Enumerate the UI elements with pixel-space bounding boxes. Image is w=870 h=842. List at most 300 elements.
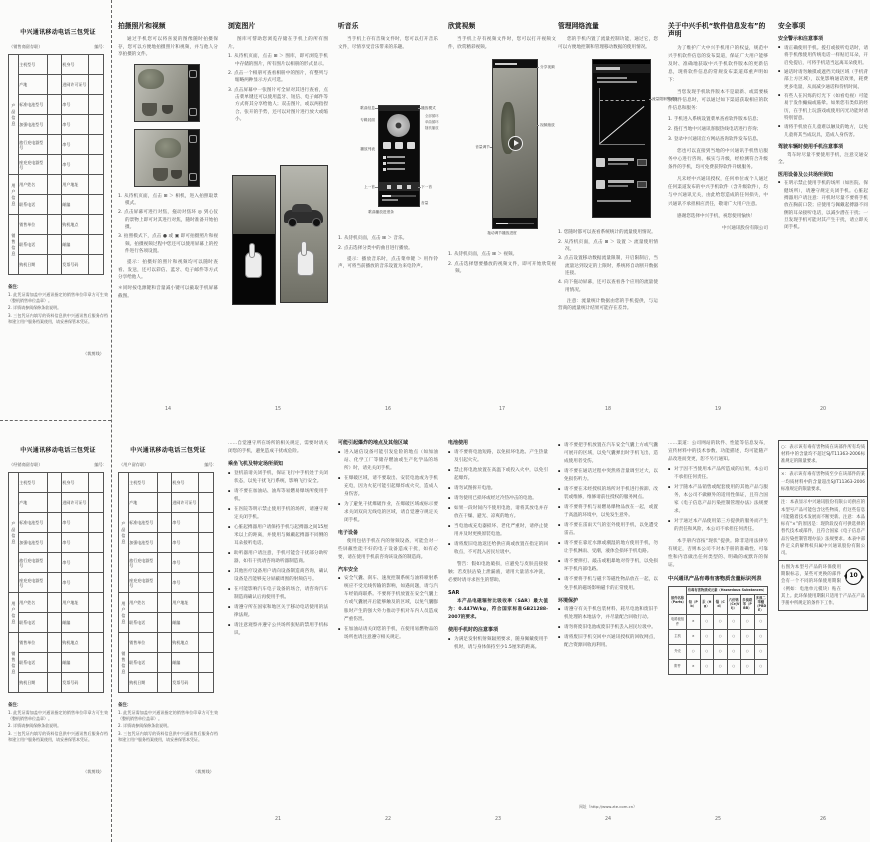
field-label: 旅行充电器型号 — [128, 553, 157, 573]
callout-repeat-all: 全部循环 — [425, 114, 439, 119]
page-18-data-usage — [558, 22, 678, 412]
bullet-item: ▪ 通话时请勿触摸或遮挡天线区域（手机背部上方区域），以免影响通话效果，耗费更多电量，从而减少通话和待机时间。 — [778, 69, 868, 91]
gallery-fullscreen-screenshot — [232, 175, 276, 305]
bullet-item: ▪ 对于随本产品销售或配套使用的其他产品与服务，本公司不做额外的适用性保证，且符合国家《电子信息产品污染控制管理办法》法规要求。 — [668, 484, 768, 516]
bullet-item: ▪ 请不要在靠近水源或潮湿的地方使用手机，勿让手机淋雨、受潮，液体会损坏手机电路。 — [558, 540, 658, 556]
continuation-paragraph: ……自觉遵守所在场所的相关规定，需要时请关闭您的手机，避免造成干扰或危险。 — [228, 441, 328, 455]
warranty-group-product: 产品信息 — [9, 473, 19, 593]
warranty-notes-title: 备注： — [8, 703, 22, 708]
data-usage-figure — [558, 59, 678, 223]
numbered-step: 2. 点击选择想要播放的视频文件，即可开始欣赏视频。 — [448, 261, 556, 274]
field-label: 串号 — [61, 573, 88, 593]
field-label: 邮编 — [171, 653, 198, 673]
thanks-line: 感谢您选择中兴手机，祝您使用愉快！ — [677, 213, 756, 219]
bullet-item: ▪ 心脏起搏器用户请保持手机与起搏器之间15厘米以上的距离，并使用与佩戴起搏器不同侧的耳朵接听电话。 — [228, 524, 328, 548]
paragraph: 您也可以直接到当地的中兴通讯手机售后服务中心进行咨询、核实与升级，经检测符合升级条件的手机，均可免费获得软件升级服务。 — [668, 149, 768, 171]
field-label: 加强电池型号 — [128, 533, 157, 553]
warranty-copy-label: （销售商留存联） — [9, 44, 43, 49]
camera-viewfinder-screenshot-2 — [134, 129, 200, 187]
continuation-paragraph: ……渠道：公司网站的软件、性能等信息发布，宣传材料中的技术参数、功能描述，均可能随产品改进而变更，恕不另行通知。 — [668, 441, 768, 463]
page-title: 关于中兴手机“软件信息发布”的声明 — [668, 22, 766, 39]
bullet-item: ▪ 请不要摔打、敲击或粗暴地对待手机，以免损坏手机内部电路。 — [558, 558, 658, 574]
page-title: 听音乐 — [338, 22, 359, 30]
warranty-group-product: 产品信息 — [119, 473, 129, 593]
warranty-note: 1. 此凭证需加盖中兴通讯指定的销售单位印章方可生效（整机销售单位盖章）。 — [118, 709, 218, 721]
previous-icon — [387, 185, 391, 189]
field-label: 发票号码 — [61, 673, 88, 693]
numbered-step: 2. 点击屏幕可进行对焦，拖动对焦环 ◎ 到心仪的景物上即可对其进行对焦，随时准备开始拍摄。 — [118, 210, 218, 230]
field-label: 购机日期 — [18, 255, 47, 275]
paragraph: 为了维护广大中兴手机用户的权益，规范中兴手机软件信息的发布渠道，保证广大用户能够及时、准确地获取中兴手机软件版本的更新信息，现将软件信息的常规发布渠道郑重声明如下： — [668, 45, 768, 84]
callout-previous: 上一首 — [363, 185, 375, 190]
intro-paragraph: 您的手机内置了流量控制功能，通过它，您可以方便地控制和管理移动数据的使用情况。 — [558, 37, 658, 50]
bullet-item: ▪ 请不要把手机放置在汽车安全气囊上方或气囊可展开的区域，以免气囊弹出时手机飞出，造成使用者受伤。 — [558, 442, 658, 466]
numbered-step: 1. 从待机页面，点击 ⊞ ＞ 图库，即可浏览手机中存储的图片，所有图片以相册的形式显示。 — [228, 54, 328, 67]
field-label: 主机型号 — [18, 55, 47, 75]
section-heading: 环境保护 — [558, 597, 579, 604]
field-label: 串号 — [61, 95, 88, 115]
numbered-item: 3. 登录中兴通讯官方网站查询软件发布信息。 — [668, 137, 762, 143]
app-usage-row — [596, 156, 647, 169]
page-24-usage-precautions — [558, 440, 658, 822]
numbered-step: 1. 从待机页面，点击 ⊞ ＞ 视频。 — [448, 252, 518, 258]
page-number: 18 — [604, 407, 612, 412]
next-icon — [407, 185, 411, 189]
bullet-item: ▪ 进入通信设备可能引发危险的地点（如加油站、化学工厂等储存燃油或生产化学品的场所）时，请先关闭手机。 — [338, 449, 438, 473]
page-title: 安全事项 — [778, 22, 806, 30]
field-label: 串号 — [171, 513, 198, 533]
bullet-item: ▪ 请将废旧电池返还给供应商或放置在指定的回收点，不可混入居民垃圾中。 — [448, 541, 548, 557]
callout-progress: 拖动调节播放进度 — [487, 231, 517, 236]
numbered-step: 3. 点击屏幕中一张图片可全屏对其进行查看，点击菜单键还可以使用蓝牙、短信、电子邮件等方式将其分享给他人；双击图片，或以两指捏合、张开的手势，还可以对图片进行放大或缩小。 — [228, 87, 328, 122]
bullet-item: ▪ 有些人在闪烁的灯光下（如看电视）可能易于发作癫痫或眩晕。如果您有类似的经历，在手机上玩游戏或使用闪光功能时请特别留意。 — [778, 93, 868, 122]
cut-line-vertical — [111, 0, 112, 842]
field-label: 用户姓名 — [128, 593, 157, 613]
section-heading: 医用设备及公共场所须知 — [778, 171, 834, 178]
rohs-table — [668, 586, 768, 674]
field-label: 标准电池型号 — [18, 95, 47, 115]
gesture-figure — [228, 165, 328, 315]
page-number: 24 — [604, 817, 612, 822]
field-label: 座充充电器型号 — [128, 573, 157, 593]
rohs-parts-header: 部件名称（Parts） — [669, 587, 687, 614]
field-label: 购机地点 — [61, 633, 88, 653]
field-label: 主机型号 — [128, 473, 157, 493]
field-label: 旅行充电器型号 — [18, 553, 47, 573]
rohs-col: 汞（Hg） — [700, 594, 714, 614]
callout-album-art: 专辑封面 — [360, 118, 375, 123]
bullet-item: ▪ 对于因不当使用本产品所造成的后果，本公司不承担任何责任。 — [668, 466, 768, 482]
warranty-note: 2. 详情请参阅保修条款说明。 — [118, 723, 172, 729]
numbered-step: 1. 从待机页面，点击 ⊞ ＞ 音乐。 — [338, 236, 408, 242]
page-14-camera — [118, 22, 218, 412]
page-number: 17 — [498, 407, 506, 412]
rohs-row: 电路板组件 × ○ ○ ○ ○ ○ — [669, 614, 768, 629]
bullet-item: ▪ 请将手机放在儿童难以触及的地方，以免儿童将其当成玩具，造成人身伤害。 — [778, 124, 868, 139]
paragraph: 当您发现手机软件版本不是最新、或需要核实软件信息时，可以通过如下渠道获取相应的软件信息和服务： — [668, 90, 768, 112]
page-number: 16 — [384, 407, 392, 412]
note-paragraph: 注意：流量统计数据由您的手机提供，与运营商的流量统计结果可能存在差异。 — [558, 298, 658, 312]
page-number: 20 — [819, 407, 827, 412]
warranty-group-user: 用户信息 — [119, 593, 129, 633]
callout-volume: 音量 — [421, 201, 429, 206]
bullet-item: ▪ 对于通过本产品使用第三方提供的服务而产生的责任和风险，本公司不承担任何责任。 — [668, 518, 768, 534]
field-label: 串号 — [61, 155, 88, 175]
bullet-item: ▪ 请不要将电池短路，以免损坏电池、产生热量及引起火灾。 — [448, 449, 548, 465]
video-title-bar — [493, 60, 537, 68]
warranty-table — [118, 472, 214, 693]
warranty-number-label: 编号： — [94, 462, 107, 467]
field-label: 产地 — [18, 75, 47, 95]
callout-progress: 歌曲播放进度条 — [368, 210, 394, 215]
intro-paragraph: 图库可帮助您浏览存储在手机上的所有图片。 — [228, 37, 328, 50]
warranty-note: 1. 此凭证需加盖中兴通讯指定的销售单位印章方可生效（整机销售单位盖章）。 — [8, 709, 108, 721]
page-16-music — [338, 22, 438, 412]
field-label: 邮编 — [171, 613, 198, 633]
page-number: 26 — [819, 817, 827, 822]
legend-row: ○：表示该有毒有害物质在该部件所有均质材料中的含量均不超过SJ/T11363-2006标准规定的限量要求。 — [779, 441, 867, 469]
rohs-col: 六价铬（Cr(VI)） — [727, 594, 741, 614]
field-label: 座充充电器型号 — [18, 155, 47, 175]
bullet-item: ▪ 当电池或充电器损坏、老化严重时，请停止使用并及时更换原装电池。 — [448, 523, 548, 539]
numbered-item: 2. 拨打当地中兴通讯客服热线电话进行咨询； — [668, 127, 762, 133]
efup-10-years-icon: 10 — [845, 568, 862, 585]
field-label: 串号 — [171, 553, 198, 573]
rohs-col: 镉（Cd） — [714, 594, 728, 614]
field-label: 产地 — [128, 493, 157, 513]
numbered-step: 3. 拍照模式下，点击 ● 或 ▣ 即可拍摄照片和视频。拍摄视频过程中您还可以使用屏幕上的控件进行各项设置。 — [118, 234, 218, 254]
bullet-item: ▪ 请不要将手机与磁卡等磁性物品放在一起，以免手机的磁场影响磁卡的正常使用。 — [558, 576, 658, 592]
page-title: 管理网络流量 — [558, 22, 599, 30]
page-number: 25 — [714, 817, 722, 822]
bullet-item: ▪ 禁止将电池放置在高温下或投入火中，以免引起爆炸。 — [448, 467, 548, 483]
blank-cell — [47, 473, 61, 493]
warning-paragraph: 警告：假如电池破损，应避免与皮肤直接接触；若皮肤沾染上泄漏液，请用大量清水冲洗，必要时请寻求医生的帮助。 — [448, 561, 548, 583]
cut-line-label: （裁剪线） — [83, 769, 104, 775]
legend-row: ×：表示该有毒有害物质至少在该部件的某一均质材料中的含量超出SJ/T11363-2006标准规定的限量要求。 — [779, 469, 867, 497]
field-label: 机身号 — [171, 473, 198, 493]
warranty-group-seller: 销售信息 — [9, 215, 19, 275]
field-label: 串号 — [61, 135, 88, 155]
video-control-bar — [493, 218, 537, 228]
cut-line-label: （裁剪线） — [83, 351, 104, 357]
numbered-step: 4. 向下拖动屏幕，还可以查看各个应用的流量使用情况。 — [558, 280, 658, 293]
album-art-icon — [387, 114, 410, 137]
intro-paragraph: 当手机上存有视频文件时，您可以打开视频文件，欣赏精彩视频。 — [448, 37, 556, 50]
warranty-group-product: 产品信息 — [9, 55, 19, 175]
mode-icon — [189, 173, 197, 181]
bullet-item: ▪ 在可能影响汽车电子设备的场合，请咨询汽车制造商确认后再使用手机。 — [228, 586, 328, 602]
warranty-table — [8, 54, 104, 275]
warranty-note: 1. 此凭证需加盖中兴通讯指定的销售单位印章方可生效（整机销售单位盖章）。 — [8, 291, 108, 303]
footnote-line: ＊同时按电源键和音量减小键可以截取手机屏幕截图。 — [118, 286, 218, 299]
field-label: 加强电池型号 — [18, 533, 47, 553]
rohs-part-name: 电路板组件 — [669, 614, 687, 629]
app-usage-row — [596, 178, 647, 191]
field-label: 旅行充电器型号 — [18, 135, 47, 155]
warranty-note: 3. 三包凭证内填写的资料信息供中兴通讯售后服务存档和建立用户服务档案使用，请妥善保管本凭证。 — [8, 731, 108, 743]
page-warranty-dealer-copy — [8, 440, 108, 822]
section-heading: 驾驶车辆时使用手机注意事项 — [778, 144, 844, 151]
cut-line-label: （裁剪线） — [193, 769, 214, 775]
numbered-step: 2. 点击选择分类中的曲目进行播放。 — [338, 245, 413, 251]
rohs-legend-box — [778, 440, 868, 611]
section-heading: 安全警示和注意事项 — [778, 36, 824, 43]
rohs-part-name: 主机 — [669, 629, 687, 644]
field-label: 进网许可证号 — [171, 493, 198, 513]
warranty-note: 2. 详情请参阅保修条款说明。 — [8, 723, 62, 729]
field-label: 购机地点 — [61, 215, 88, 235]
field-label: 邮编 — [61, 613, 88, 633]
rohs-row: 外壳 ○ ○ ○ ○ ○ ○ — [669, 644, 768, 659]
page-title: 拍摄照片和视频 — [118, 22, 166, 30]
usage-chart — [599, 88, 645, 145]
page-26-rohs-notes — [778, 440, 868, 822]
warranty-copy-label: （用户留存联） — [119, 462, 149, 467]
field-label: 机身号 — [61, 55, 88, 75]
page-19-software-statement — [668, 22, 768, 412]
page-number: 21 — [274, 817, 282, 822]
page-title: 欣赏视频 — [448, 22, 476, 30]
bullet-item: ▪ 请遵守有关手机包装材料、耗尽电池和废旧手机处理的本地法令，并尽量配合回收行动。 — [558, 606, 658, 622]
field-label: 邮编 — [61, 195, 88, 215]
blank-cell — [88, 55, 103, 75]
numbered-step: 1. 从待机页面，点击 ⊞ ＞ 相机，进入拍照取景模式。 — [118, 193, 218, 206]
music-player-screenshot — [378, 105, 420, 207]
field-label: 销售单位 — [128, 633, 157, 653]
bullet-item: ▪ 请不要在未经授权的场所对手机进行拆卸、改装或维修，维修请前往授权的服务网点。 — [558, 486, 658, 502]
warranty-group-user: 用户信息 — [9, 593, 19, 633]
field-label: 发票号码 — [171, 673, 198, 693]
field-label: 邮编 — [61, 235, 88, 255]
shutter-icon — [189, 70, 197, 78]
rohs-col: 多溴二苯醚（PBDE） — [755, 595, 767, 613]
legend-row: 注：本表显示中兴通讯股份有限公司供应的本型号产品可能包含这些物质，但这些信息可能随着技术发展而不断更新。注意：本品标有“×”的原因是：现阶段没有可供选择的替代技术或部件，且符合国家《电子信息产品污染控制管理办法》法规要求。本表中部件定义的解释权归属中兴通讯股份有限公司。 — [779, 497, 867, 561]
company-signature: 中兴通讯股份有限公司 — [722, 225, 768, 231]
field-label: 用户地址 — [61, 593, 88, 613]
page-number: 22 — [384, 817, 392, 822]
status-bar — [379, 106, 419, 111]
rohs-table-title: 中兴通讯产品有毒有害物质含量标识列表 — [668, 576, 762, 583]
bullet-item: ▪ 请勿试图拆开电池。 — [448, 485, 548, 493]
field-label: 串号 — [171, 533, 198, 553]
field-label: 联系电话 — [18, 653, 47, 673]
page-21-safety-continued — [228, 440, 328, 822]
field-label: 联系电话 — [18, 235, 47, 255]
bullet-item: ▪ 请将废旧手机交回中兴通讯授权的回收网点，配合资源回收再利用。 — [558, 634, 658, 650]
music-player-figure — [338, 105, 438, 223]
field-label: 进网许可证号 — [61, 75, 88, 95]
field-label: 串号 — [61, 533, 88, 553]
callout-song-info: 歌曲信息 — [360, 106, 375, 111]
section-heading: 可能引起爆炸的地点及其他区域 — [338, 440, 409, 446]
bullet-item: ▪ 在明示禁止使用手机的场所（如医院、保健场所），请遵守规定关闭手机。心脏起搏器用户请注意：开机时尽量不要将手机放在胸前口袋；应使用与佩戴起搏器不同侧的耳朵接听电话，以减少潜在干扰；一旦发现手机可能对其产生干扰，请立即关闭手机。 — [778, 180, 868, 231]
video-player-figure — [448, 59, 556, 243]
rohs-col: 铅（Pb） — [687, 594, 701, 614]
bullet-item: ▪ 为了避免干扰爆破作业，在爆破区域或标示要求关闭双向无线电的区域，请自觉遵守规定关闭手机。 — [338, 501, 438, 525]
mode-icon — [189, 108, 197, 116]
gallery-zoom-screenshot — [280, 165, 328, 303]
warranty-notes-title: 备注： — [118, 703, 132, 708]
callout-share-video: 分享视频 — [540, 65, 555, 70]
page-number: 19 — [714, 407, 722, 412]
tip-paragraph: 提示：播放音乐时，点击菜单键 ＞ 用作铃声，可将当前播放的音乐设置为来电铃声。 — [338, 256, 438, 270]
play-icon — [508, 136, 523, 151]
page-number: 23 — [494, 817, 502, 822]
progress-bar — [382, 195, 416, 197]
numbered-step: 3. 点击设置移动数据流量限制，开启限制后，当流量达到设定的上限时，系统将自动断开数据连接。 — [558, 256, 658, 276]
bullet-item: ▪ 在爆破区域，请不要取出、安装电池或为手机充电，因为火花可能引起爆炸或火灾，造成人身伤害。 — [338, 475, 438, 499]
field-label: 串号 — [61, 553, 88, 573]
blank-cell — [198, 473, 213, 493]
field-label: 联系电话 — [18, 195, 47, 215]
rohs-part-name: 附件 — [669, 659, 687, 674]
section-heading: 乘坐飞机及特定场所须知 — [228, 461, 284, 468]
bullet-item: ▪ 在加油站请关闭您的手机，在使用易燃物品的场所也请注意遵守相关规定。 — [338, 626, 438, 642]
tab-button — [383, 142, 391, 149]
field-label: 机身号 — [61, 473, 88, 493]
bullet-item: ▪ 请不要在雷雨天气的室外使用手机，以免遭受雷击。 — [558, 522, 658, 538]
field-label: 联系电话 — [128, 613, 157, 633]
callout-video-zoom: 视频缩放 — [540, 123, 555, 128]
blank-cell — [157, 473, 171, 493]
field-label: 标准电池型号 — [18, 513, 47, 533]
warranty-title: 中兴通讯移动电话三包凭证 — [20, 447, 96, 454]
callout-volume: 音量调节 — [475, 145, 490, 150]
bullet-item: ▪ 登机前请关闭手机，保证飞行中手机处于关闭状态，以免干扰飞行系统，影响飞行安全。 — [228, 470, 328, 486]
section-heading: 使用手机时的注意事项 — [448, 627, 499, 634]
tab-button — [407, 142, 415, 149]
warranty-notes-title: 备注： — [8, 285, 22, 290]
field-label: 销售单位 — [18, 633, 47, 653]
bullet-item: ▪ 请不要在加油站、油库等易燃易爆场所使用手机。 — [228, 488, 328, 504]
bullet-item: ▪ 请不要在通话过程中突然将音量调至过大，以免损伤听力。 — [558, 468, 658, 484]
field-label: 联系电话 — [128, 653, 157, 673]
field-label: 购机地点 — [171, 633, 198, 653]
website-footnote: 网址（http://www.zte.com.cn） — [579, 804, 637, 809]
page-title: 浏览图片 — [228, 22, 256, 30]
efup-row — [779, 561, 867, 610]
field-label: 用户地址 — [171, 593, 198, 613]
app-icon — [596, 180, 605, 189]
warranty-copy-label: （经销商留存联） — [9, 462, 43, 467]
numbered-step: 2. 点击一个相册可查看相册中的图片，有整列与缩略两种显示方式可选。 — [228, 70, 328, 84]
bullet-item: ▪ 请勿将废旧电池或废旧手机丢入居民垃圾中。 — [558, 624, 658, 632]
warranty-number-label: 编号： — [204, 462, 217, 467]
numbered-item: 1. 手机进入系统设置菜单查看软件版本信息； — [668, 117, 762, 123]
bullet-item: ▪ 其他医疗设备用户请向设备制造商咨询，确认设备是否能够充分屏蔽周围的射频信号。 — [228, 568, 328, 584]
field-label: 进网许可证号 — [61, 493, 88, 513]
page-number: 14 — [164, 407, 172, 412]
paragraph: 本手册内容按“现状”提供。除非适用法律另有规定，否则本公司不对本手册的准确性、可靠性和内容做出任何类型的、明确的或默许的保证。 — [668, 539, 768, 569]
warranty-group-seller: 销售信息 — [9, 633, 19, 693]
cut-line-horizontal — [0, 420, 111, 421]
section-heading: 电子设备 — [338, 529, 359, 536]
field-label: 产地 — [18, 493, 47, 513]
field-label: 串号 — [61, 513, 88, 533]
bullet-item: ▪ 助听器用户请注意，手机可能会干扰部分助听器，如有干扰请咨询助听器制造商。 — [228, 550, 328, 566]
page-20-safety — [778, 22, 868, 412]
page-22-explosive-areas — [338, 440, 438, 822]
rohs-part-name: 外壳 — [669, 644, 687, 659]
field-label: 标准电池型号 — [128, 513, 157, 533]
limit-line — [600, 100, 645, 101]
sar-statement: 本产品电磁辐射比吸收率（SAR）最大值为：0.447W/kg，符合国家标准GB21288-2007的要求。 — [448, 598, 548, 621]
section-heading: 电池使用 — [448, 440, 469, 446]
shutter-icon — [189, 135, 197, 143]
warranty-title: 中兴通讯移动电话三包凭证 — [130, 447, 206, 454]
paragraph: 驾车时尽量不要使用手机，注意交通安全。 — [778, 153, 868, 166]
warranty-group-user: 用户信息 — [9, 175, 19, 215]
page-23-battery — [448, 440, 548, 822]
field-label: 用户姓名 — [18, 175, 47, 195]
field-label: 发票号码 — [61, 255, 88, 275]
efup-text: 右图为本型号产品的环保使用期限标志，某些可更换的部件会有一个不同的环保使用期限（例如：电池单元模块）贴在其上。此环保使用期限只适用于产品在产品手册中所规定的条件下工作。 — [781, 564, 865, 607]
intro-paragraph: 通过手机您可以将喜爱的图像随时拍摄保存，您可以方便地拍摄照片和视频，并与他人分享拍摄的文件。 — [118, 37, 218, 58]
hand-gesture-icon — [297, 250, 314, 276]
numbered-step: 2. 从待机页面，点击 ⊞ ＞ 设置 ＞ 流量使用情况。 — [558, 239, 658, 252]
field-label: 主机型号 — [18, 473, 47, 493]
rohs-col: 多溴联苯（PBB） — [741, 594, 755, 614]
play-icon — [397, 185, 402, 189]
field-label: 加强电池型号 — [18, 115, 47, 135]
warranty-group-seller: 销售信息 — [119, 633, 129, 693]
rohs-substances-header: 有毒有害物质或元素（Hazardous Substances） — [687, 588, 767, 593]
callout-repeat-one: 单曲循环 — [425, 120, 439, 125]
numbered-step: 1. 您随时都可以查看系统统计的流量使用情况。 — [558, 230, 656, 236]
camera-viewfinder-screenshot-1 — [134, 64, 200, 122]
app-icon — [596, 158, 605, 167]
bullet-item: ▪ 请正确使用手机。拨打或接听电话时，请将手机像使用传统电话一样贴近耳朵，开启免提后，可将手机适当远离耳朵使用。 — [778, 45, 868, 67]
page-warranty-seller-copy — [8, 22, 108, 412]
warranty-title: 中兴通讯移动电话三包凭证 — [20, 29, 96, 36]
warranty-note: 3. 三包凭证内填写的资料信息供中兴通讯售后服务存档和建立用户服务档案使用，请妥善保管本凭证。 — [118, 731, 218, 743]
field-label: 购机日期 — [18, 673, 47, 693]
page-number: 15 — [274, 407, 282, 412]
bullet-item: ▪ 请遵守所在国家和地区关于移动电话使用的法律法规。 — [228, 604, 328, 620]
bullet-item: ▪ 安全气囊、刹车、速度控制系统与油料喷射系统应不受无线传输的影响，如遇问题，请与汽车经销商联系。不要将手机放置在安全气囊上方或气囊展开后能够触及的区域，以免气囊膨胀时产生的强大外力推动手机对车内人员造成严重伤害。 — [338, 575, 438, 623]
page-17-video — [448, 22, 556, 412]
field-label: 用户地址 — [61, 175, 88, 195]
usage-curve — [599, 106, 644, 144]
hand-gesture-icon — [245, 252, 262, 278]
bullet-item: ▪ 请不要将手机与易燃易爆物品放在一起，或置于高温的环境中，以免发生意外。 — [558, 504, 658, 520]
callout-shuffle: 随机播放 — [425, 126, 439, 131]
section-heading: 汽车安全 — [338, 566, 359, 573]
paragraph: 凡未经中兴通讯授权，任何单位或个人通过任何渠道发布的中兴手机软件（含升级软件），均与中兴通讯无关，由此给您造成的任何损失，中兴通讯不承担相应责任，敬请广大用户注意。 — [668, 177, 768, 207]
bullet-item: ▪ 如果一段时间内不使用电池，请将其放电并存放在干燥、避光、凉爽的地方。 — [448, 505, 548, 521]
blank-cell — [88, 473, 103, 493]
page-15-gallery — [228, 22, 328, 412]
callout-play-mode: 播放模式 — [421, 106, 436, 111]
section-heading: SAR — [448, 589, 460, 596]
callout-playlist: 播放列表 — [360, 147, 375, 152]
blank-cell — [47, 55, 61, 75]
field-label: 用户姓名 — [18, 593, 47, 613]
warranty-number-label: 编号： — [94, 44, 107, 49]
warranty-table — [8, 472, 104, 693]
intro-paragraph: 当手机上存有音频文件时，您可以打开音乐文件，尽情享受音乐带来的乐趣。 — [338, 37, 438, 50]
field-label: 联系电话 — [18, 613, 47, 633]
bullet-item: ▪ 在医院等明示禁止使用手机的场所，请遵守规定关闭手机。 — [228, 506, 328, 522]
bullet-item: ▪ 请勿使用已损坏或经过冷热冲击的电池。 — [448, 495, 548, 503]
playback-controls — [379, 182, 419, 191]
callout-data-limit: 流量限制警戒线 — [652, 97, 678, 102]
callout-next: 下一首 — [421, 185, 433, 190]
warranty-note: 3. 三包凭证内填写的资料信息供中兴通讯售后服务存档和建立用户服务档案使用，请妥善保管本凭证。 — [8, 313, 108, 325]
page-25-rohs-table — [668, 440, 768, 822]
rohs-row: 主机 × ○ ○ ○ ○ ○ — [669, 629, 768, 644]
